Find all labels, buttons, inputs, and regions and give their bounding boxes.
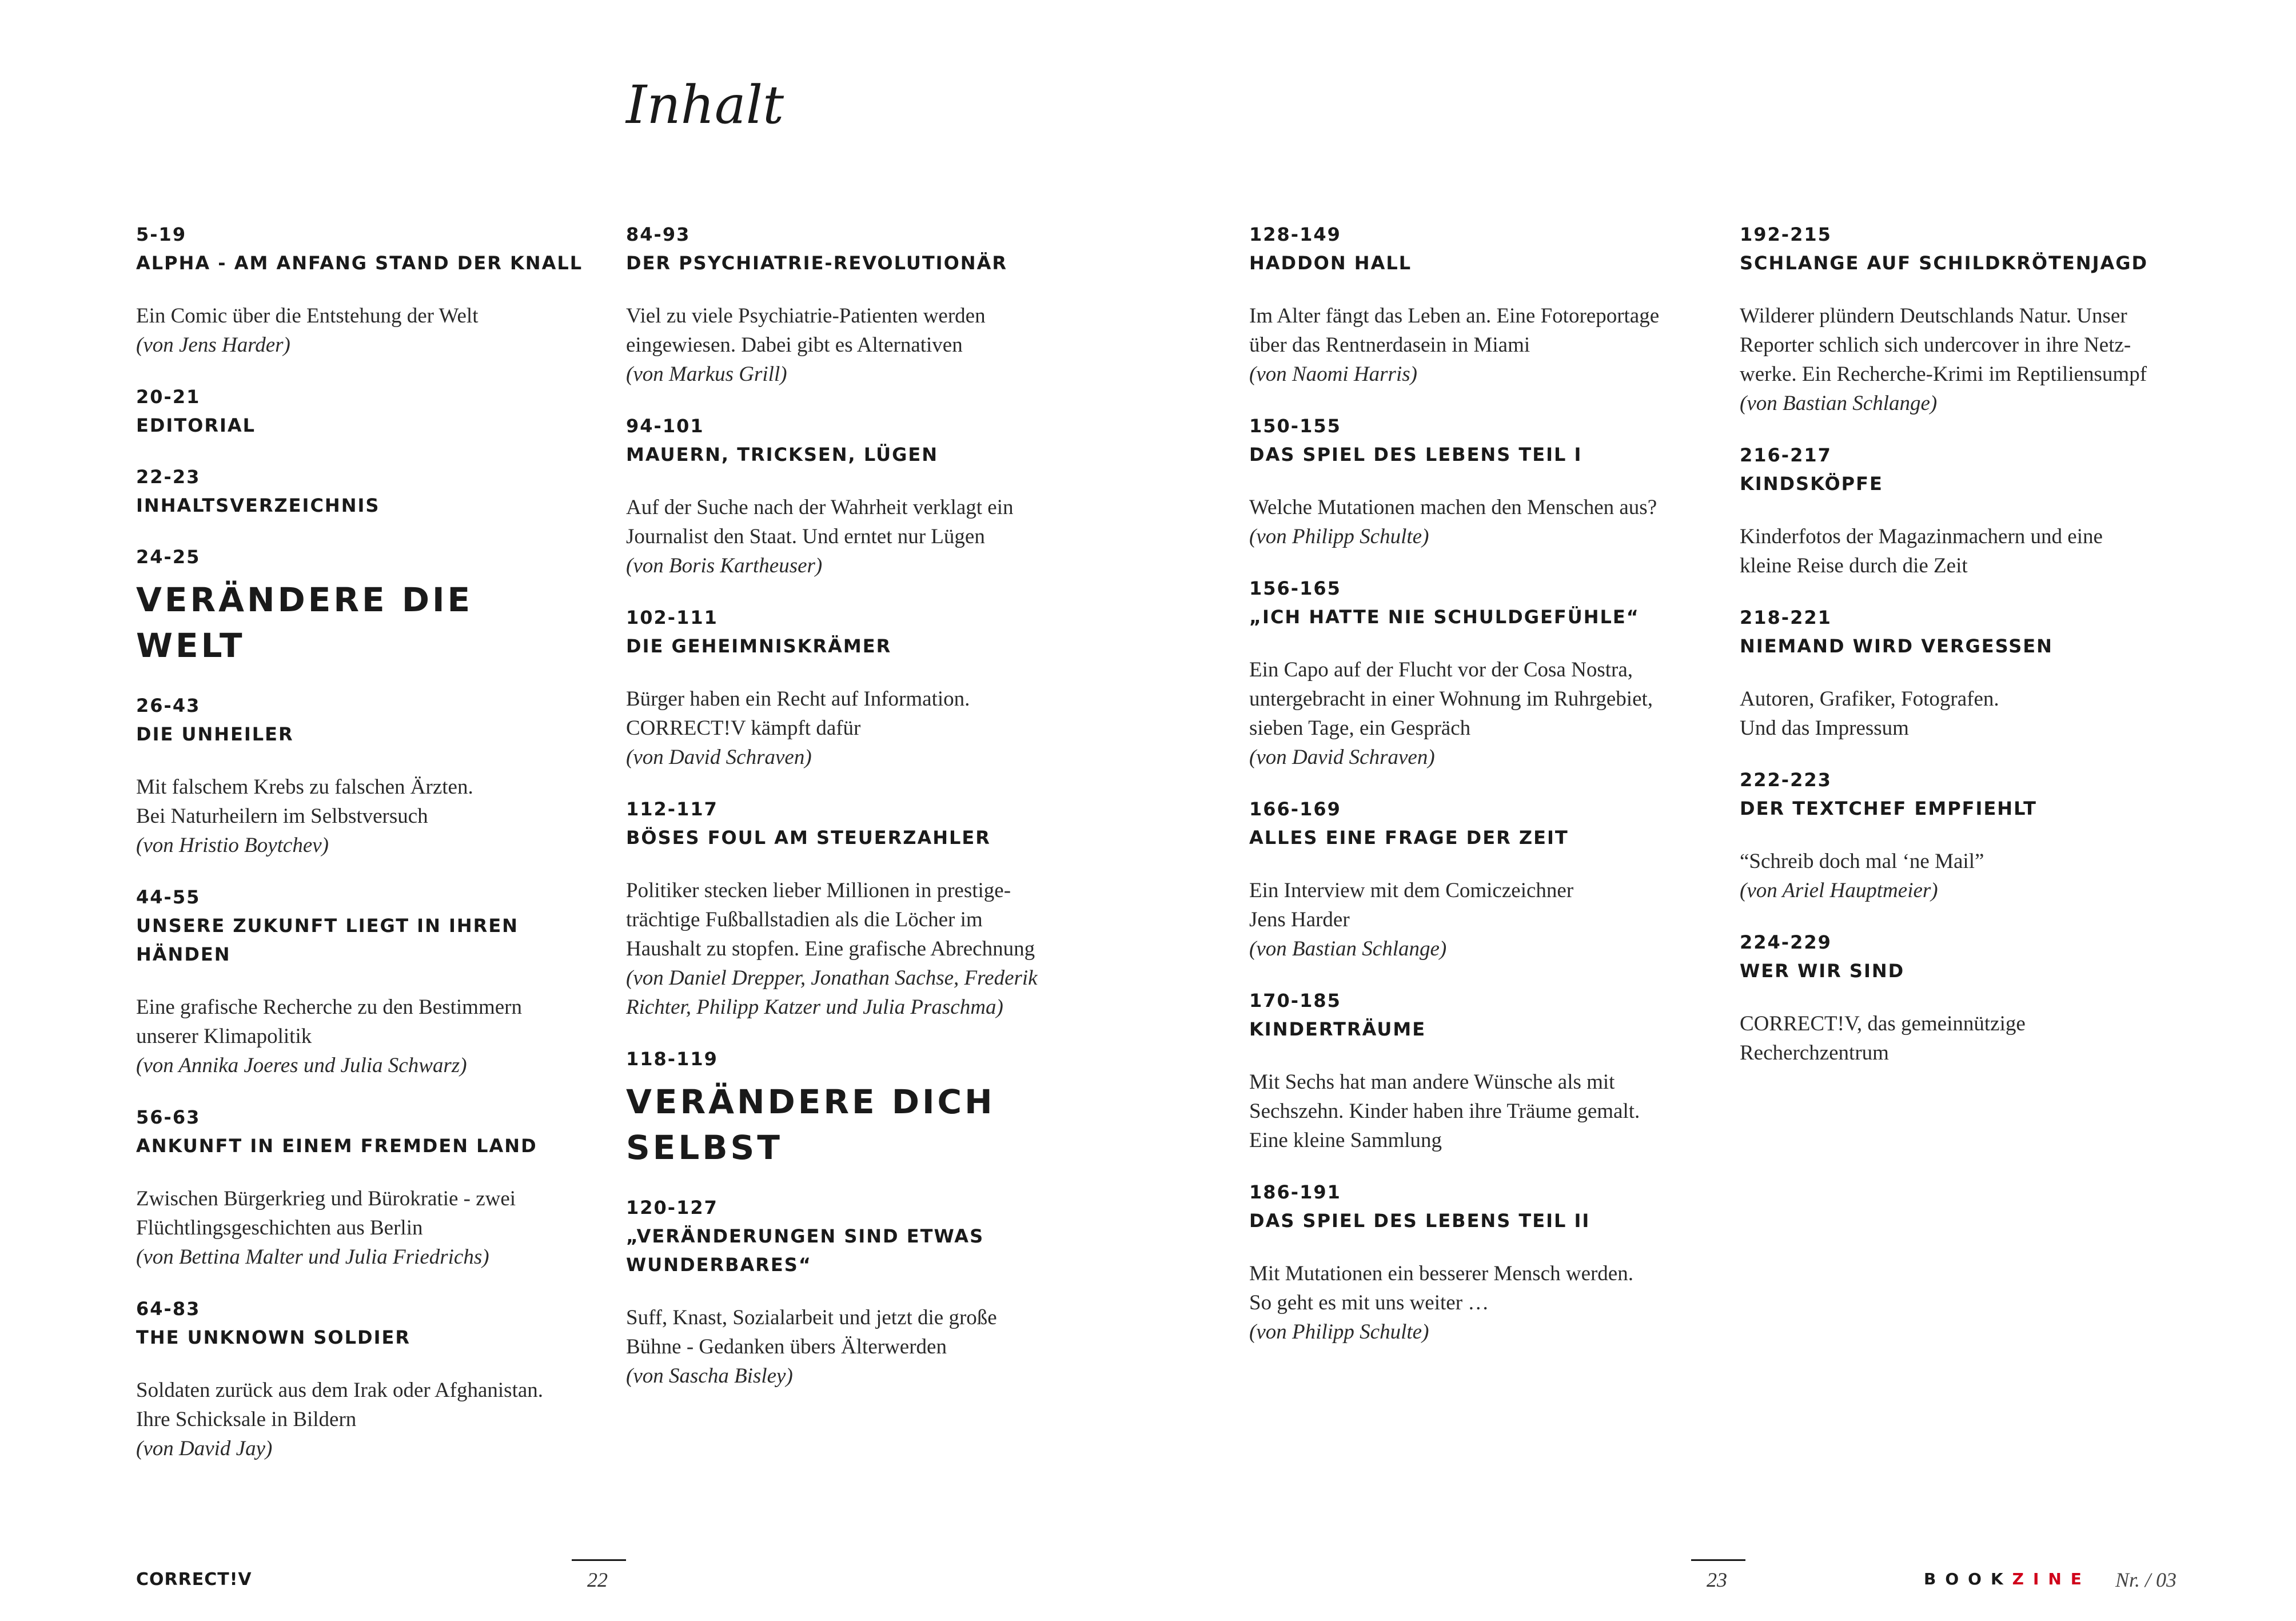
article-author: (von Philipp Schulte) — [1249, 525, 1429, 548]
article-description: Mit Mutationen ein besserer Mensch werden. So geht es mit uns weiter … — [1249, 1262, 1633, 1315]
page-range: 26-43 — [136, 695, 201, 716]
toc-column-4 — [1740, 220, 2197, 1090]
article-author: (von Jens Harder) — [136, 333, 290, 357]
page-range: 216-217 — [1740, 444, 1832, 466]
article-title: UNSERE ZUKUNFT LIEGT IN IHREN HÄNDEN — [136, 915, 519, 965]
toc-entry — [1249, 574, 1707, 772]
page-range: 24-25 — [136, 546, 201, 568]
article-title: HADDON HALL — [1249, 252, 1412, 274]
page-range: 102-111 — [626, 607, 718, 628]
article-author: (von Sascha Bisley) — [626, 1364, 793, 1388]
toc-entry — [1249, 1178, 1707, 1347]
article-author: (von Hristio Boytchev) — [136, 834, 329, 857]
article-author: (von David Jay) — [136, 1437, 273, 1460]
article-title: INHALTSVERZEICHNIS — [136, 495, 380, 516]
toc-entry — [626, 220, 1083, 389]
article-description: Ein Interview mit dem Comiczeichner Jens Harder — [1249, 879, 1574, 931]
toc-entry — [626, 1045, 1083, 1170]
page-range: 84-93 — [626, 224, 691, 245]
page-range: 156-165 — [1249, 577, 1341, 599]
article-description: Bürger haben ein Recht auf Information. CORRECT!V kämpft dafür — [626, 687, 970, 740]
article-title: EDITORIAL — [136, 415, 256, 436]
toc-entry — [136, 220, 593, 360]
article-title: BÖSES FOUL AM STEUERZAHLER — [626, 827, 991, 849]
article-description: Mit falschem Krebs zu falschen Ärzten. Bei Naturheilern im Selbstversuch — [136, 775, 473, 828]
section-heading: VERÄNDERE DICH SELBST — [626, 1082, 995, 1167]
article-description: Kinderfotos der Magazinmachern und eine kleine Reise durch die Zeit — [1740, 525, 2103, 577]
toc-entry — [136, 691, 593, 860]
article-author: (von David Schraven) — [626, 746, 812, 769]
toc-entry — [1740, 766, 2197, 905]
toc-entry — [1740, 220, 2197, 418]
article-author: (von Boris Kartheuser) — [626, 554, 823, 577]
page-range: 222-223 — [1740, 769, 1832, 791]
article-author: (von Bettina Malter und Julia Friedrichs) — [136, 1245, 489, 1269]
page-range: 166-169 — [1249, 798, 1341, 820]
page-range: 20-21 — [136, 386, 201, 408]
toc-entry — [136, 1295, 593, 1463]
page-range: 150-155 — [1249, 415, 1341, 437]
page-range: 64-83 — [136, 1298, 201, 1320]
article-author: (von David Schraven) — [1249, 746, 1435, 769]
page-range: 224-229 — [1740, 931, 1832, 953]
article-title: NIEMAND WIRD VERGESSEN — [1740, 635, 2053, 657]
toc-entry — [1249, 220, 1707, 389]
page-range: 218-221 — [1740, 607, 1832, 628]
article-title: ALPHA - AM ANFANG STAND DER KNALL — [136, 252, 583, 274]
footer-rule-right — [1691, 1559, 1745, 1561]
article-title: DAS SPIEL DES LEBENS TEIL II — [1249, 1210, 1591, 1232]
article-title: DIE UNHEILER — [136, 723, 294, 745]
article-title: „VERÄNDERUNGEN SIND ETWAS WUNDERBARES“ — [626, 1225, 984, 1276]
toc-entry — [136, 883, 593, 1080]
article-title: DER PSYCHIATRIE-REVOLUTIONÄR — [626, 252, 1007, 274]
page-range: 112-117 — [626, 798, 718, 820]
article-description: Im Alter fängt das Leben an. Eine Fotoreportage über das Rentnerdasein in Miami — [1249, 304, 1660, 357]
article-title: DAS SPIEL DES LEBENS TEIL I — [1249, 444, 1583, 465]
article-title: DIE GEHEIMNISKRÄMER — [626, 635, 892, 657]
article-description: Soldaten zurück aus dem Irak oder Afghanistan. Ihre Schicksale in Bildern — [136, 1379, 544, 1431]
article-description: Auf der Suche nach der Wahrheit verklagt ein Journalist den Staat. Und erntet nur Lügen — [626, 496, 1014, 548]
article-description: “Schreib doch mal ‘ne Mail” — [1740, 850, 1984, 873]
page-range: 118-119 — [626, 1048, 718, 1070]
page-range: 120-127 — [626, 1197, 718, 1218]
article-title: THE UNKNOWN SOLDIER — [136, 1327, 410, 1348]
page-title: Inhalt — [626, 74, 784, 136]
article-title: „ICH HATTE NIE SCHULDGEFÜHLE“ — [1249, 606, 1640, 628]
page-number-right: 23 — [1707, 1568, 1727, 1591]
article-author: (von Bastian Schlange) — [1740, 392, 1938, 415]
toc-entry — [626, 1193, 1083, 1391]
toc-column-3 — [1249, 220, 1707, 1369]
article-description: Zwischen Bürgerkrieg und Bürokratie - zwei Flüchtlingsgeschichten aus Berlin — [136, 1187, 516, 1240]
article-title: MAUERN, TRICKSEN, LÜGEN — [626, 444, 938, 465]
article-author: (von Naomi Harris) — [1249, 363, 1417, 386]
article-description: Politiker stecken lieber Millionen in prestige- trächtige Fußballstadien als die Löcher im Haushalt zu stopfen. Eine grafische Abrechnung — [626, 879, 1035, 961]
page-range: 170-185 — [1249, 990, 1341, 1011]
toc-column-1 — [136, 220, 593, 1486]
article-title: KINDERTRÄUME — [1249, 1018, 1426, 1040]
issue-number: Nr. / 03 — [2115, 1568, 2177, 1591]
article-description: Viel zu viele Psychiatrie-Patienten werden eingewiesen. Dabei gibt es Alternativen — [626, 304, 986, 357]
page-range: 94-101 — [626, 415, 704, 437]
page-range: 5-19 — [136, 224, 187, 245]
article-title: SCHLANGE AUF SCHILDKRÖTENJAGD — [1740, 252, 2148, 274]
article-author: (von Markus Grill) — [626, 363, 787, 386]
article-description: Autoren, Grafiker, Fotografen. Und das Impressum — [1740, 687, 1999, 740]
page-range: 44-55 — [136, 886, 201, 908]
page-range: 186-191 — [1249, 1181, 1341, 1203]
brand-zine: ZINE — [2012, 1570, 2091, 1588]
article-author: (von Bastian Schlange) — [1249, 937, 1447, 961]
article-title: WER WIR SIND — [1740, 960, 1905, 982]
toc-entry — [136, 463, 593, 520]
article-title: DER TEXTCHEF EMPFIEHLT — [1740, 798, 2037, 819]
toc-entry — [136, 383, 593, 440]
article-description: Wilderer plündern Deutschlands Natur. Unser Reporter schlich sich undercover in ihre Netz- werke. Ein Recherche-Krimi im Reptiliensumpf — [1740, 304, 2147, 386]
article-author: (von Philipp Schulte) — [1249, 1320, 1429, 1344]
toc-entry — [626, 603, 1083, 772]
article-description: Welche Mutationen machen den Menschen aus? — [1249, 496, 1657, 519]
toc-entry — [136, 543, 593, 668]
article-title: KINDSKÖPFE — [1740, 473, 1883, 495]
page-range: 22-23 — [136, 466, 201, 488]
page-range: 56-63 — [136, 1106, 201, 1128]
section-heading: VERÄNDERE DIE WELT — [136, 580, 473, 665]
article-description: Ein Comic über die Entstehung der Welt — [136, 304, 479, 328]
footer-rule-left — [572, 1559, 626, 1561]
toc-entry — [136, 1103, 593, 1272]
article-author: (von Daniel Drepper, Jonathan Sachse, Frederik Richter, Philipp Katzer und Julia Praschma) — [626, 966, 1038, 1019]
page-range: 192-215 — [1740, 224, 1832, 245]
toc-entry — [1249, 412, 1707, 551]
toc-entry — [1740, 441, 2197, 580]
toc-entry — [1249, 986, 1707, 1155]
page-number-left: 22 — [587, 1568, 608, 1591]
toc-entry — [1740, 928, 2197, 1068]
toc-entry — [1740, 603, 2197, 743]
article-description: Ein Capo auf der Flucht vor der Cosa Nostra, untergebracht in einer Wohnung im Ruhrgebiet, sieben Tage, ein Gespräch — [1249, 658, 1653, 740]
toc-entry — [626, 795, 1083, 1022]
article-title: ANKUNFT IN EINEM FREMDEN LAND — [136, 1135, 537, 1157]
article-title: ALLES EINE FRAGE DER ZEIT — [1249, 827, 1569, 849]
article-author: (von Ariel Hauptmeier) — [1740, 879, 1938, 902]
brand-logo-bookzine — [1924, 1570, 2091, 1588]
article-description: Eine grafische Recherche zu den Bestimmern unserer Klimapolitik — [136, 995, 522, 1048]
article-description: Suff, Knast, Sozialarbeit und jetzt die große Bühne - Gedanken übers Älterwerden — [626, 1306, 997, 1359]
article-description: Mit Sechs hat man andere Wünsche als mit Sechszehn. Kinder haben ihre Träume gemalt. Eine kleine Sammlung — [1249, 1070, 1640, 1152]
article-author: (von Annika Joeres und Julia Schwarz) — [136, 1054, 467, 1077]
brand-logo-correctiv: CORRECT!V — [136, 1570, 252, 1590]
page-range: 128-149 — [1249, 224, 1341, 245]
toc-column-2 — [626, 220, 1083, 1413]
brand-book: BOOK — [1924, 1570, 2012, 1588]
toc-entry — [1249, 795, 1707, 963]
article-description: CORRECT!V, das gemeinnützige Recherchzentrum — [1740, 1012, 2026, 1065]
toc-entry — [626, 412, 1083, 580]
